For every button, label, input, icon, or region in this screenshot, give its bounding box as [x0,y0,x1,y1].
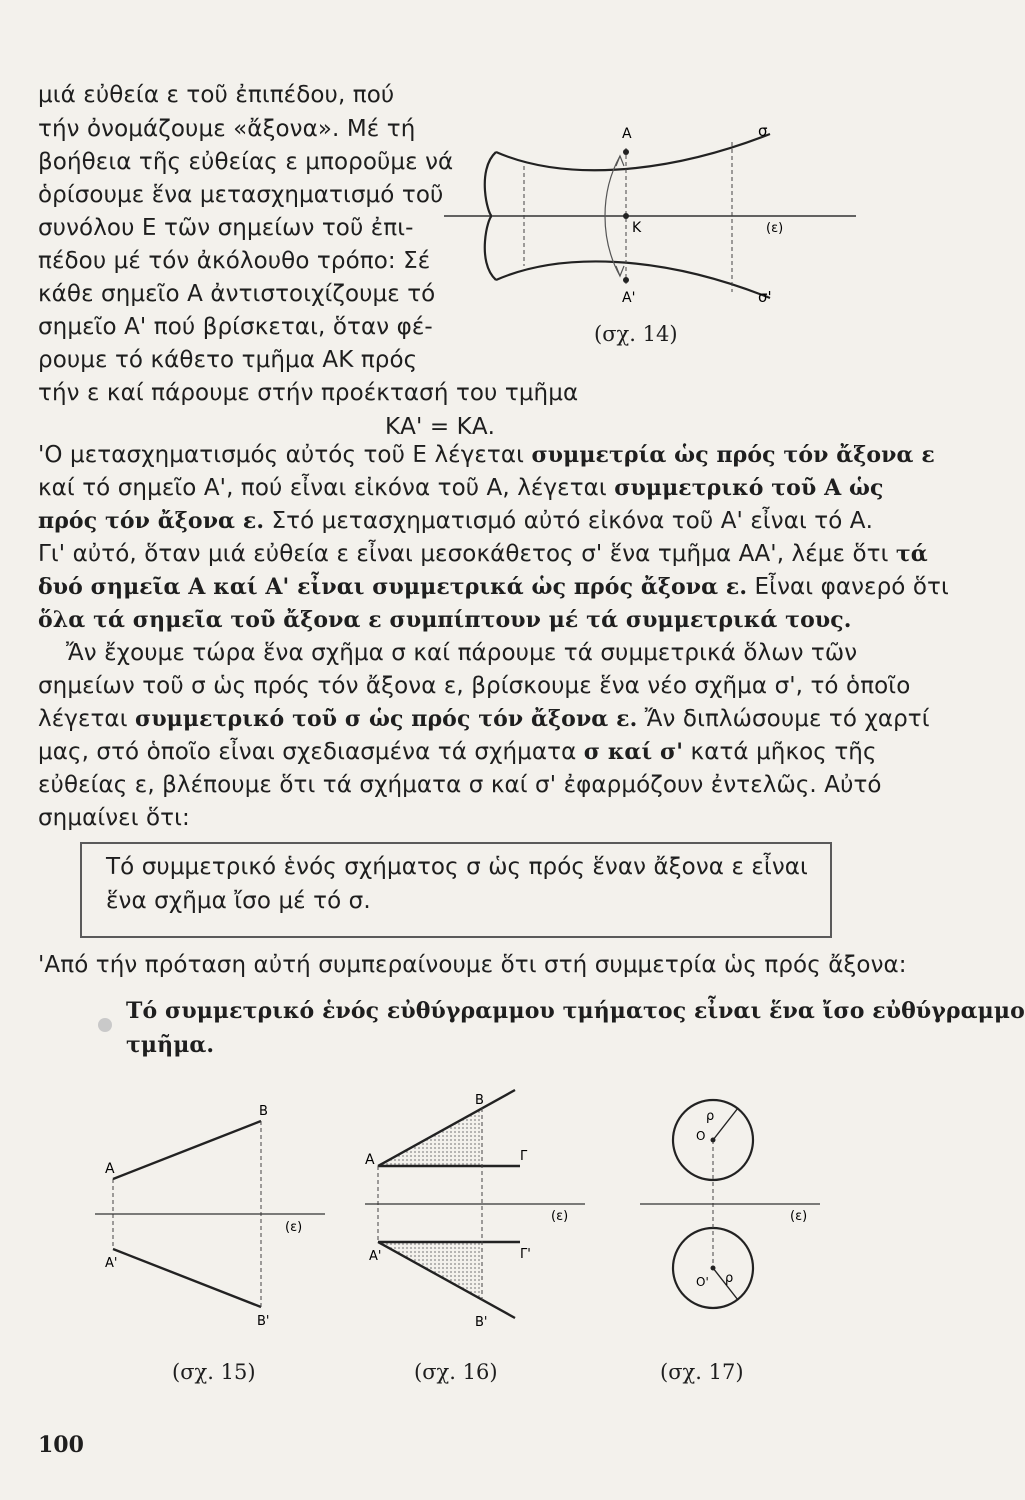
bold-term: τά [895,541,928,567]
text-line: εὐθείας ε, βλέπουμε ὅτι τά σχήματα σ καί σ' ἐφαρμόζουν ἐντελῶς. Αὐτό [38,772,882,798]
page-number: 100 [38,1432,84,1458]
label-O: Ο [696,1129,706,1143]
bullet-line: Τό συμμετρικό ἑνός εὐθύγραμμου τμήματος εἶναι ἕνα ἴσο εὐθύγραμμο [126,998,1025,1024]
label-sigma: σ [758,122,768,140]
label-G: Γ [520,1149,528,1164]
figure-17-caption: (σχ. 17) [660,1360,744,1384]
point-A-prime [623,277,629,283]
label-B: Β [259,1104,268,1119]
label-rho: ρ [725,1271,734,1286]
figure-16 [365,1090,595,1335]
text-line: Ἄν ἔχουμε τώρα ἕνα σχῆμα σ καί πάρουμε τά συμμετρικά ὅλων τῶν [66,640,858,666]
text-segment: Στό μετασχηματισμό αὐτό εἰκόνα τοῦ Α' εἶναι τό Α. [264,508,874,534]
text-line: σημαίνει ὅτι: [38,805,190,831]
text-segment: Ἄν διπλώσουμε τό χαρτί [637,706,930,732]
text-line [38,735,877,769]
label-B-prime: Β' [475,1315,488,1330]
label-K: Κ [632,220,642,236]
text-line: κάθε σημεῖο Α ἀντιστοιχίζουμε τό [38,281,436,307]
text-line [38,471,884,505]
segment-AB [113,1121,261,1179]
text-line: βοήθεια τῆς εὐθείας ε μποροῦμε νά [38,149,454,175]
curve-sigma-top [496,134,770,170]
text-line [38,438,935,472]
point-A [623,149,629,155]
text-line: ὅλα τά σημεῖα τοῦ ἄξονα ε συμπίπτουν μέ τά συμμετρικά τους. [38,607,852,633]
text-line: σημεῖο Α' πού βρίσκεται, ὅταν φέ- [38,314,433,340]
text-segment: μας, στό ὁποῖο εἶναι σχεδιασμένα τά σχήματα [38,739,584,765]
bold-term: συμμετρικό τοῦ σ ὡς πρός τόν ἄξονα ε. [135,706,638,732]
text-line [38,702,930,736]
bold-term: δυό σημεῖα Α καί Α' εἶναι συμμετρικά ὡς πρός ἄξονα ε. [38,574,748,600]
label-A-prime: Α' [369,1249,382,1264]
radius-O [713,1108,738,1140]
theorem-line: ἕνα σχῆμα ἴσο μέ τό σ. [106,888,371,914]
text-line: ὁρίσουμε ἕνα μετασχηματισμό τοῦ [38,182,444,208]
center-O-prime [711,1266,716,1271]
center-O [711,1138,716,1143]
bold-term: συμμετρία ὡς πρός τόν ἄξονα ε [531,442,935,468]
text-line: συνόλου Ε τῶν σημείων τοῦ ἐπι- [38,215,414,241]
label-O-prime: Ο' [696,1275,709,1289]
figure-15-caption: (σχ. 15) [172,1360,256,1384]
label-B-prime: Β' [257,1314,270,1329]
figure-17 [640,1090,830,1335]
text-segment: λέγεται [38,706,135,732]
label-rho: ρ [706,1109,715,1124]
label-B: Β [475,1093,484,1108]
text-segment: καί τό σημεῖο Α', πού εἶναι εἰκόνα τοῦ Α, λέγεται [38,475,615,501]
text-line [38,537,928,571]
conclusion-line: 'Από τήν πρόταση αὐτή συμπεραίνουμε ὅτι στή συμμετρία ὡς πρός ἄξονα: [38,952,907,978]
text-line [38,570,949,604]
label-epsilon: (ε) [766,221,784,236]
bold-term: πρός τόν ἄξονα ε. [38,508,265,534]
label-G-prime: Γ' [520,1247,531,1262]
bullet-line: τμῆμα. [126,1032,215,1058]
figure-14-caption: (σχ. 14) [594,322,678,346]
label-A: Α [622,126,632,142]
label-epsilon: (ε) [551,1209,569,1224]
point-K [623,213,629,219]
label-A-prime: Α' [105,1256,118,1271]
text-line: πέδου μέ τόν ἀκόλουθο τρόπο: Σέ [38,248,431,274]
bold-term: συμμετρικό τοῦ Α ὡς [614,475,884,501]
theorem-line: Τό συμμετρικό ἑνός σχήματος σ ὡς πρός ἕναν ἄξονα ε εἶναι [106,854,808,880]
text-segment: 'Ο μετασχηματισμός αὐτός τοῦ Ε λέγεται [38,442,532,468]
label-A: Α [365,1152,375,1168]
text-segment: κατά μῆκος τῆς [683,739,877,765]
formula: ΚΑ' = ΚΑ. [385,414,496,440]
figure-16-caption: (σχ. 16) [414,1360,498,1384]
text-line: μιά εὐθεία ε τοῦ ἐπιπέδου, πού [38,82,395,108]
text-segment: Γι' αὐτό, ὅταν μιά εὐθεία ε εἶναι μεσοκάθετος σ' ἕνα τμῆμα ΑΑ', λέμε ὅτι [38,541,896,567]
label-epsilon: (ε) [285,1220,303,1235]
text-line: τήν ὀνομάζουμε «ἄξονα». Μέ τή [38,116,416,142]
text-line: ρουμε τό κάθετο τμῆμα ΑΚ πρός [38,347,418,373]
segment-A-prime-B-prime [113,1249,261,1307]
label-A: Α [105,1161,115,1177]
label-epsilon: (ε) [790,1209,808,1224]
text-segment: Εἶναι φανερό ὅτι [747,574,949,600]
text-line: τήν ε καί πάρουμε στήν προέκτασή του τμῆμα [38,380,579,406]
figure-15 [95,1095,340,1335]
label-A-prime: Α' [622,290,636,306]
bullet-icon [98,1018,112,1032]
text-line [38,504,873,538]
label-sigma-prime: σ' [758,288,772,306]
text-line: σημείων τοῦ σ ὡς πρός τόν ἄξονα ε, βρίσκουμε ἕνα νέο σχῆμα σ', τό ὁποῖο [38,673,911,699]
bold-term: σ καί σ' [583,739,684,765]
